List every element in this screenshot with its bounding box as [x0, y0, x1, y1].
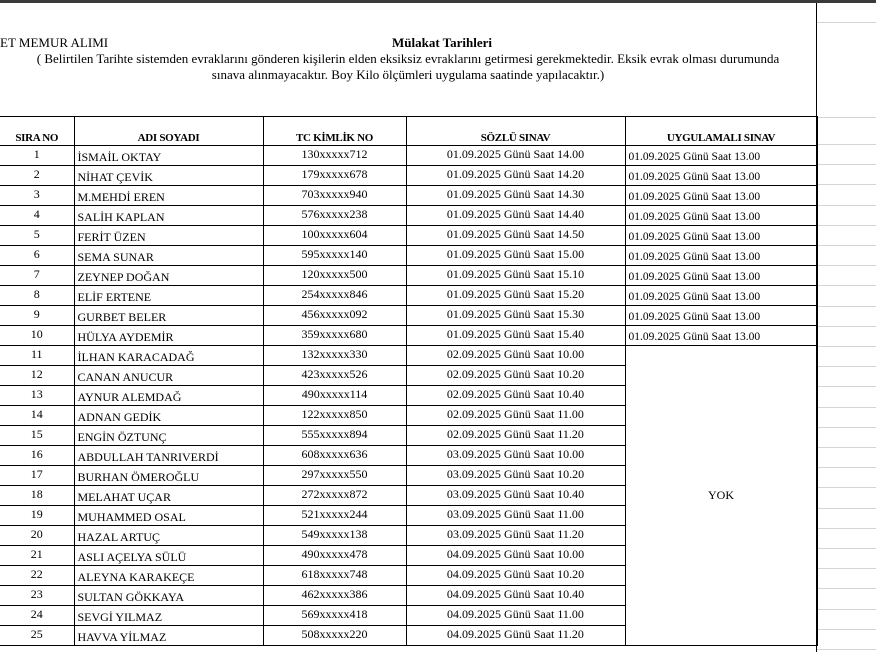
grid-line	[817, 548, 876, 549]
cell-sozlu-sinav: 01.09.2025 Günü Saat 15.00	[406, 246, 625, 266]
cell-tc-kimlik-no: 549xxxxx138	[263, 526, 406, 546]
cell-sira-no: 12	[0, 366, 74, 386]
cell-tc-kimlik-no: 490xxxxx114	[263, 386, 406, 406]
grid-line	[817, 508, 876, 509]
cell-tc-kimlik-no: 297xxxxx550	[263, 466, 406, 486]
cell-sira-no: 22	[0, 566, 74, 586]
cell-sozlu-sinav: 04.09.2025 Günü Saat 10.40	[406, 586, 625, 606]
cell-tc-kimlik-no: 100xxxxx604	[263, 226, 406, 246]
cell-sozlu-sinav: 03.09.2025 Günü Saat 10.00	[406, 446, 625, 466]
cell-sozlu-sinav: 04.09.2025 Günü Saat 11.00	[406, 606, 625, 626]
cell-uygulamali-sinav: 01.09.2025 Günü Saat 13.00	[625, 146, 817, 166]
grid-line	[817, 487, 876, 488]
table-row	[0, 246, 817, 266]
cell-tc-kimlik-no: 132xxxxx330	[263, 346, 406, 366]
cell-tc-kimlik-no: 359xxxxx680	[263, 326, 406, 346]
cell-tc-kimlik-no: 555xxxxx894	[263, 426, 406, 446]
cell-tc-kimlik-no: 130xxxxx712	[263, 146, 406, 166]
grid-line	[817, 265, 876, 266]
cell-tc-kimlik-no: 490xxxxx478	[263, 546, 406, 566]
cell-sozlu-sinav: 02.09.2025 Günü Saat 10.40	[406, 386, 625, 406]
cell-sira-no: 16	[0, 446, 74, 466]
cell-sira-no: 11	[0, 346, 74, 366]
cell-uygulamali-sinav: 01.09.2025 Günü Saat 13.00	[625, 266, 817, 286]
cell-sira-no: 8	[0, 286, 74, 306]
cell-sozlu-sinav: 01.09.2025 Günü Saat 14.50	[406, 226, 625, 246]
grid-line	[817, 225, 876, 226]
cell-tc-kimlik-no: 179xxxxx678	[263, 166, 406, 186]
cell-uygulamali-sinav: 01.09.2025 Günü Saat 13.00	[625, 246, 817, 266]
cell-sozlu-sinav: 03.09.2025 Günü Saat 11.00	[406, 506, 625, 526]
cell-sira-no: 3	[0, 186, 74, 206]
cell-sozlu-sinav: 03.09.2025 Günü Saat 10.40	[406, 486, 625, 506]
cell-adi-soyadi: M.MEHDİ EREN	[74, 186, 263, 206]
grid-line	[817, 427, 876, 428]
cell-sira-no: 7	[0, 266, 74, 286]
cell-sira-no: 18	[0, 486, 74, 506]
cell-tc-kimlik-no: 120xxxxx500	[263, 266, 406, 286]
grid-line	[817, 366, 876, 367]
cell-sozlu-sinav: 03.09.2025 Günü Saat 10.20	[406, 466, 625, 486]
cell-adi-soyadi: HÜLYA AYDEMİR	[74, 326, 263, 346]
cell-sozlu-sinav: 02.09.2025 Günü Saat 11.20	[406, 426, 625, 446]
column-header-tc-kimlik-no: TC KİMLİK NO	[263, 117, 406, 146]
title-left: ET MEMUR ALIMI	[0, 35, 109, 50]
notice-line-2: sınava alınmayacaktır. Boy Kilo ölçümleri uygulama saatinde yapılacaktır.)	[211, 67, 605, 82]
grid-line	[817, 205, 876, 206]
table-row	[0, 326, 817, 346]
cell-adi-soyadi: MELAHAT UÇAR	[74, 486, 263, 506]
cell-adi-soyadi: MUHAMMED OSAL	[74, 506, 263, 526]
cell-tc-kimlik-no: 456xxxxx092	[263, 306, 406, 326]
cell-adi-soyadi: ASLI AÇELYA SÜLÜ	[74, 546, 263, 566]
table-row	[0, 186, 817, 206]
cell-uygulamali-sinav: 01.09.2025 Günü Saat 13.00	[625, 306, 817, 326]
cell-tc-kimlik-no: 608xxxxx636	[263, 446, 406, 466]
cell-sira-no: 25	[0, 626, 74, 646]
grid-line	[817, 588, 876, 589]
cell-sira-no: 4	[0, 206, 74, 226]
cell-sira-no: 5	[0, 226, 74, 246]
table-row	[0, 346, 817, 366]
cell-sira-no: 14	[0, 406, 74, 426]
grid-line	[817, 467, 876, 468]
cell-adi-soyadi: SULTAN GÖKKAYA	[74, 586, 263, 606]
grid-line	[817, 144, 876, 145]
cell-sira-no: 9	[0, 306, 74, 326]
cell-adi-soyadi: CANAN ANUCUR	[74, 366, 263, 386]
grid-line	[817, 245, 876, 246]
cell-sira-no: 15	[0, 426, 74, 446]
table-header-row	[0, 117, 817, 146]
grid-line	[817, 306, 876, 307]
table-row	[0, 226, 817, 246]
cell-sozlu-sinav: 01.09.2025 Günü Saat 14.00	[406, 146, 625, 166]
grid-line	[817, 629, 876, 630]
column-header-adi-soyadi: ADI SOYADI	[74, 117, 263, 146]
cell-sozlu-sinav: 02.09.2025 Günü Saat 11.00	[406, 406, 625, 426]
table-row	[0, 166, 817, 186]
cell-sira-no: 6	[0, 246, 74, 266]
cell-adi-soyadi: SALİH KAPLAN	[74, 206, 263, 226]
cell-tc-kimlik-no: 254xxxxx846	[263, 286, 406, 306]
table-row	[0, 206, 817, 226]
table-right-border	[816, 3, 817, 652]
cell-tc-kimlik-no: 521xxxxx244	[263, 506, 406, 526]
cell-uygulamali-sinav: 01.09.2025 Günü Saat 13.00	[625, 166, 817, 186]
cell-sira-no: 23	[0, 586, 74, 606]
grid-line	[817, 346, 876, 347]
cell-uygulamali-sinav: 01.09.2025 Günü Saat 13.00	[625, 326, 817, 346]
column-header-sozlu-sinav: SÖZLÜ SINAV	[406, 117, 625, 146]
table-row	[0, 306, 817, 326]
cell-adi-soyadi: HAZAL ARTUÇ	[74, 526, 263, 546]
cell-sozlu-sinav: 02.09.2025 Günü Saat 10.00	[406, 346, 625, 366]
cell-sira-no: 10	[0, 326, 74, 346]
cell-adi-soyadi: SEMA SUNAR	[74, 246, 263, 266]
grid-line	[817, 285, 876, 286]
cell-adi-soyadi: BURHAN ÖMEROĞLU	[74, 466, 263, 486]
cell-sira-no: 24	[0, 606, 74, 626]
cell-adi-soyadi: FERİT ÜZEN	[74, 226, 263, 246]
grid-line	[817, 447, 876, 448]
cell-tc-kimlik-no: 703xxxxx940	[263, 186, 406, 206]
table-row	[0, 266, 817, 286]
cell-sira-no: 2	[0, 166, 74, 186]
cell-adi-soyadi: ABDULLAH TANRIVERDİ	[74, 446, 263, 466]
grid-line	[817, 649, 876, 650]
column-header-uygulamali-sinav: UYGULAMALI SINAV	[625, 117, 817, 146]
cell-tc-kimlik-no: 423xxxxx526	[263, 366, 406, 386]
notice-line-1: ( Belirtilen Tarihte sistemden evraklarını gönderen kişilerin elden eksiksiz evraklarını getirmesi gerekmektedir. Eksik evrak olması durumunda	[36, 51, 780, 66]
top-border	[0, 0, 876, 3]
cell-tc-kimlik-no: 508xxxxx220	[263, 626, 406, 646]
cell-tc-kimlik-no: 122xxxxx850	[263, 406, 406, 426]
cell-adi-soyadi: ELİF ERTENE	[74, 286, 263, 306]
cell-sira-no: 13	[0, 386, 74, 406]
grid-line	[817, 164, 876, 165]
cell-sozlu-sinav: 04.09.2025 Günü Saat 11.20	[406, 626, 625, 646]
cell-tc-kimlik-no: 462xxxxx386	[263, 586, 406, 606]
cell-sozlu-sinav: 04.09.2025 Günü Saat 10.20	[406, 566, 625, 586]
cell-uygulamali-sinav: 01.09.2025 Günü Saat 13.00	[625, 226, 817, 246]
table-row	[0, 286, 817, 306]
cell-sozlu-sinav: 02.09.2025 Günü Saat 10.20	[406, 366, 625, 386]
notice	[0, 51, 816, 83]
cell-adi-soyadi: HAVVA YİLMAZ	[74, 626, 263, 646]
grid-line	[817, 386, 876, 387]
table-row	[0, 146, 817, 166]
cell-adi-soyadi: GURBET BELER	[74, 306, 263, 326]
cell-sira-no: 19	[0, 506, 74, 526]
grid-line	[817, 568, 876, 569]
cell-adi-soyadi: NİHAT ÇEVİK	[74, 166, 263, 186]
grid-line	[817, 326, 876, 327]
cell-sozlu-sinav: 01.09.2025 Günü Saat 15.40	[406, 326, 625, 346]
cell-sozlu-sinav: 01.09.2025 Günü Saat 15.20	[406, 286, 625, 306]
cell-adi-soyadi: ENGİN ÖZTUNÇ	[74, 426, 263, 446]
cell-uygulamali-merged: YOK	[625, 346, 817, 646]
cell-sira-no: 17	[0, 466, 74, 486]
grid-line	[817, 528, 876, 529]
cell-sira-no: 21	[0, 546, 74, 566]
grid-line	[817, 407, 876, 408]
grid-line	[817, 22, 876, 23]
cell-adi-soyadi: İSMAİL OKTAY	[74, 146, 263, 166]
grid-line	[817, 184, 876, 185]
cell-sozlu-sinav: 01.09.2025 Günü Saat 14.20	[406, 166, 625, 186]
cell-sozlu-sinav: 03.09.2025 Günü Saat 11.20	[406, 526, 625, 546]
cell-tc-kimlik-no: 569xxxxx418	[263, 606, 406, 626]
cell-tc-kimlik-no: 595xxxxx140	[263, 246, 406, 266]
cell-sira-no: 20	[0, 526, 74, 546]
cell-tc-kimlik-no: 576xxxxx238	[263, 206, 406, 226]
page-title: Mülakat Tarihleri	[392, 35, 493, 50]
column-header-sira-no: SIRA NO	[0, 117, 74, 146]
cell-sozlu-sinav: 01.09.2025 Günü Saat 14.40	[406, 206, 625, 226]
cell-adi-soyadi: ALEYNA KARAKEÇE	[74, 566, 263, 586]
cell-adi-soyadi: ZEYNEP DOĞAN	[74, 266, 263, 286]
cell-adi-soyadi: SEVGİ YILMAZ	[74, 606, 263, 626]
cell-sozlu-sinav: 04.09.2025 Günü Saat 10.00	[406, 546, 625, 566]
cell-sira-no: 1	[0, 146, 74, 166]
cell-tc-kimlik-no: 272xxxxx872	[263, 486, 406, 506]
grid-line	[817, 609, 876, 610]
candidate-table	[0, 116, 818, 646]
cell-uygulamali-sinav: 01.09.2025 Günü Saat 13.00	[625, 286, 817, 306]
grid-line	[817, 117, 876, 118]
cell-sozlu-sinav: 01.09.2025 Günü Saat 15.10	[406, 266, 625, 286]
cell-uygulamali-sinav: 01.09.2025 Günü Saat 13.00	[625, 206, 817, 226]
cell-sozlu-sinav: 01.09.2025 Günü Saat 15.30	[406, 306, 625, 326]
cell-adi-soyadi: AYNUR ALEMDAĞ	[74, 386, 263, 406]
cell-adi-soyadi: ADNAN GEDİK	[74, 406, 263, 426]
cell-adi-soyadi: İLHAN KARACADAĞ	[74, 346, 263, 366]
cell-tc-kimlik-no: 618xxxxx748	[263, 566, 406, 586]
empty-grid-column	[817, 3, 876, 652]
cell-sozlu-sinav: 01.09.2025 Günü Saat 14.30	[406, 186, 625, 206]
cell-uygulamali-sinav: 01.09.2025 Günü Saat 13.00	[625, 186, 817, 206]
